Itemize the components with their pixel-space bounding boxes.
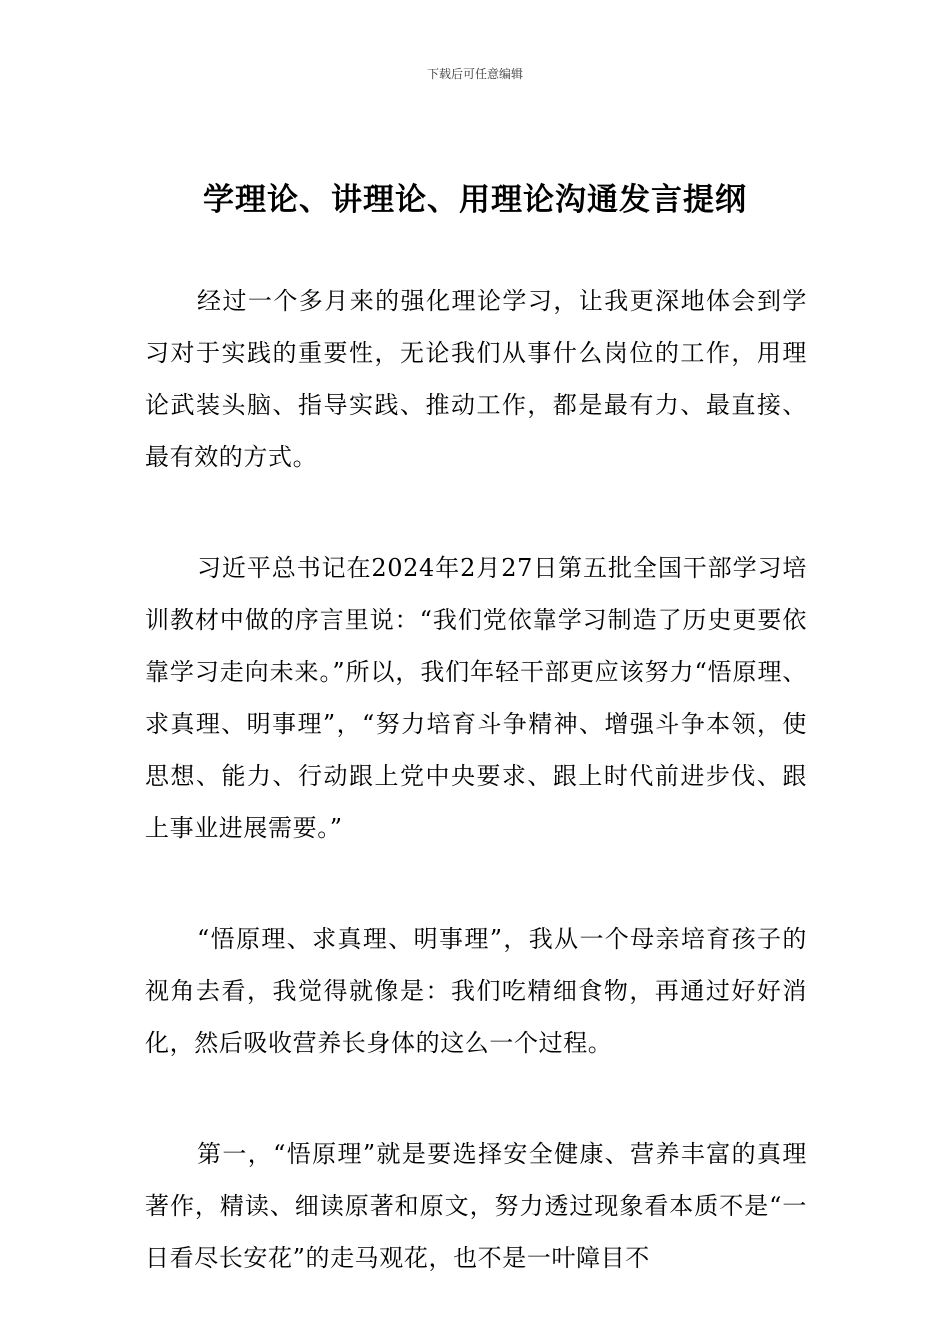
paragraph-4: 第一，“悟原理”就是要选择安全健康、营养丰富的真理著作，精读、细读原著和原文，努力透过现象看本质不是“一日看尽长安花”的走马观花，也不是一叶障目不	[145, 1140, 807, 1272]
document-title: 学理论、讲理论、用理论沟通发言提纲	[203, 182, 747, 218]
paragraph-2: 习近平总书记在2024年2月27日第五批全国干部学习培训教材中做的序言里说：“我们党依靠学习制造了历史更要依靠学习走向未来。”所以，我们年轻干部更应该努力“悟原理、求真理、明事理”，“努力培育斗争精神、增强斗争本领，使思想、能力、行动跟上党中央要求、跟上时代前进步伐、跟上事业进展需要。”	[145, 554, 807, 842]
paragraph-1: 经过一个多月来的强化理论学习，让我更深地体会到学习对于实践的重要性，无论我们从事什么岗位的工作，用理论武装头脑、指导实践、推动工作，都是最有力、最直接、最有效的方式。	[145, 287, 807, 471]
document-body	[145, 275, 807, 1343]
paragraph-3: “悟原理、求真理、明事理”，我从一个母亲培育孩子的视角去看，我觉得就像是：我们吃精细食物，再通过好好消化，然后吸收营养长身体的这么一个过程。	[145, 925, 807, 1057]
header-note: 下载后可任意编辑	[426, 67, 523, 81]
